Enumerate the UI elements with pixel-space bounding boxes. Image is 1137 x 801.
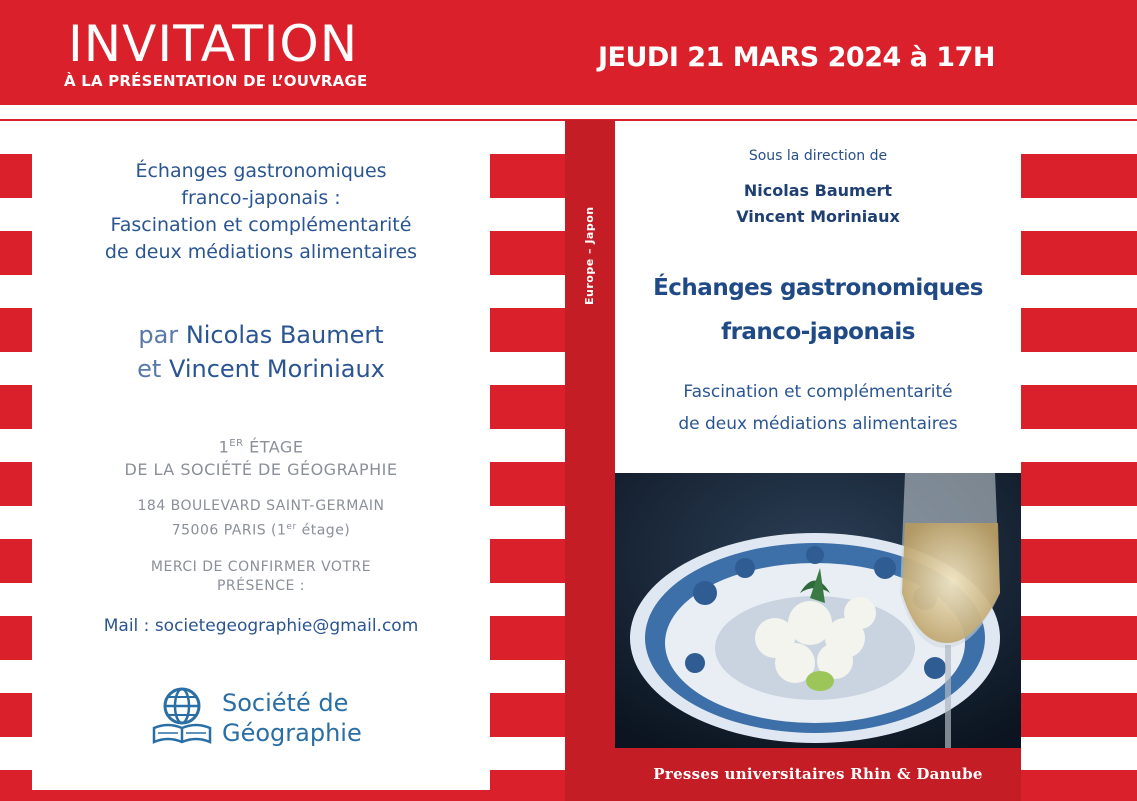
book-title-text — [32, 158, 490, 266]
rsvp-block — [32, 558, 490, 596]
rsvp-line: PRÉSENCE : — [216, 578, 305, 594]
cover-subtitle — [615, 376, 1021, 440]
address-line: 184 BOULEVARD SAINT-GERMAIN — [137, 498, 385, 514]
address-block — [32, 496, 490, 542]
address-line: 75006 PARIS (1 — [171, 522, 287, 539]
food-photo-illustration — [615, 473, 1021, 748]
header-divider — [0, 105, 1137, 119]
spine-label: Europe – Japon — [583, 206, 596, 305]
email-link[interactable]: Mail : societegeographie@gmail.com — [103, 616, 419, 636]
floor-number: 1 — [218, 437, 230, 457]
cover-title — [615, 266, 1021, 354]
logo-text — [222, 688, 362, 748]
society-line: DE LA SOCIÉTÉ DE GÉOGRAPHIE — [124, 460, 398, 480]
location-block — [32, 432, 490, 481]
event-date: JEUDI 21 MARS 2024 à 17H — [598, 42, 995, 73]
cover-photo — [615, 473, 1021, 748]
cover-authors — [615, 178, 1021, 230]
invitation-subtitle: À LA PRÉSENTATION DE L’OUVRAGE — [64, 72, 368, 90]
book-cover — [615, 128, 1021, 748]
direction-label: Sous la direction de — [748, 148, 888, 164]
author-name: Nicolas Baumert — [185, 321, 384, 349]
title-line: franco-japonais : — [181, 187, 341, 209]
title-line: de deux médiations alimentaires — [104, 241, 418, 263]
address-line-end: étage) — [296, 522, 351, 539]
by-word: par — [138, 321, 179, 349]
societe-geographie-logo — [150, 684, 380, 750]
cover-subtitle-line: de deux médiations alimentaires — [678, 414, 958, 434]
title-line: Échanges gastronomiques — [135, 160, 387, 182]
rsvp-line: MERCI DE CONFIRMER VOTRE — [150, 559, 372, 575]
logo-line: Société de — [222, 689, 349, 717]
cover-author: Vincent Moriniaux — [736, 207, 900, 226]
invitation-title: INVITATION — [68, 15, 359, 73]
authors-block — [32, 318, 490, 386]
invitation-card — [32, 128, 490, 790]
cover-title-line: Échanges gastronomiques — [653, 275, 983, 301]
cover-subtitle-line: Fascination et complémentarité — [683, 382, 953, 402]
floor-word: ÉTAGE — [249, 437, 304, 457]
author-name: Vincent Moriniaux — [168, 355, 385, 383]
cover-author: Nicolas Baumert — [743, 181, 893, 200]
title-line: Fascination et complémentarité — [110, 214, 412, 236]
floor-sup: ER — [229, 438, 244, 449]
globe-book-icon — [150, 684, 214, 748]
publisher-band: Presses universitaires Rhin & Danube — [615, 748, 1021, 801]
and-word: et — [137, 355, 162, 383]
address-sup: er — [286, 522, 297, 532]
logo-line: Géographie — [222, 719, 362, 747]
cover-title-line: franco-japonais — [721, 319, 915, 345]
